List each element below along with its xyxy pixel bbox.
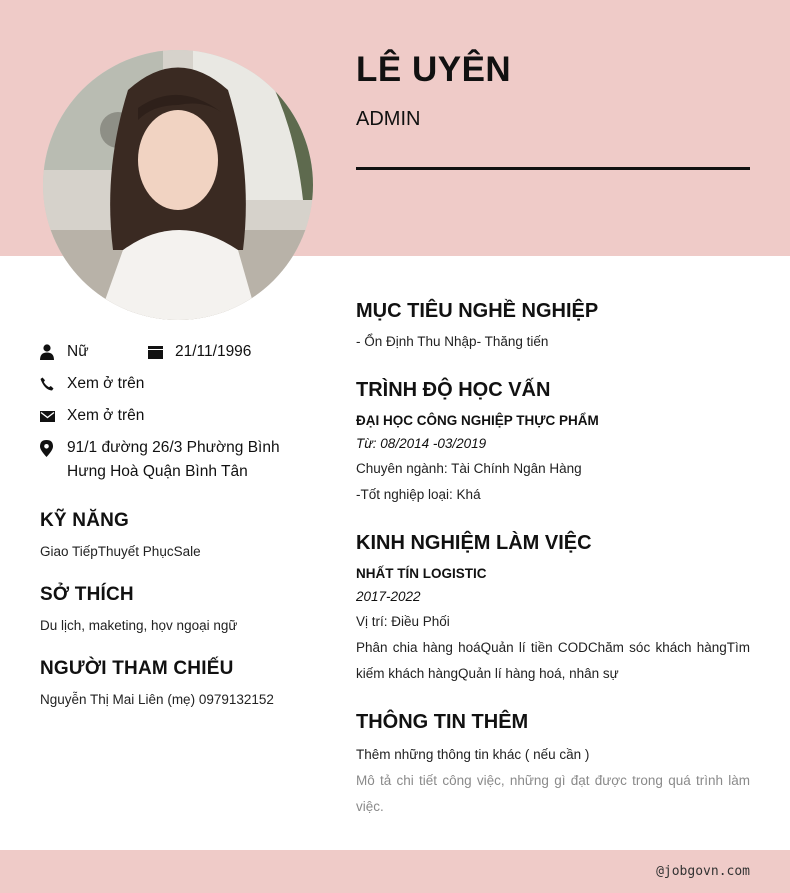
education-school: ĐẠI HỌC CÔNG NGHIỆP THỰC PHẨM <box>356 413 599 428</box>
gender-birthdate-row <box>40 340 310 364</box>
profile-photo-illustration <box>43 50 313 320</box>
person-icon <box>40 340 67 364</box>
hobbies-text: Du lịch, maketing, họv ngoại ngữ <box>40 618 238 633</box>
experience-company: NHẤT TÍN LOGISTIC <box>356 566 487 581</box>
birthdate-value: 21/11/1996 <box>175 343 252 360</box>
extra-title: THÔNG TIN THÊM <box>356 711 529 733</box>
gender-value: Nữ <box>67 343 89 360</box>
hobbies-title: SỞ THÍCH <box>40 584 134 605</box>
gender-field <box>40 340 148 364</box>
experience-duties: Phân chia hàng hoáQuản lí tiền CODChăm sóc khách hàngTìm kiếm khách hàngQuản lí hàng hoá, nhân sự <box>356 640 750 681</box>
references-section <box>40 658 310 710</box>
extra-section <box>356 711 750 820</box>
skills-title: KỸ NĂNG <box>40 510 130 531</box>
address-value: 91/1 đường 26/3 Phường Bình Hưng Hoà Quận Bình Tân <box>67 439 280 480</box>
experience-period: 2017-2022 <box>356 589 421 604</box>
objective-section <box>356 300 750 355</box>
objective-title: MỤC TIÊU NGHỀ NGHIỆP <box>356 300 599 322</box>
phone-icon <box>40 372 67 396</box>
address-row <box>40 436 310 484</box>
extra-text: Thêm những thông tin khác ( nếu cần ) <box>356 747 590 762</box>
left-column <box>40 340 310 710</box>
phone-value: Xem ở trên <box>67 375 145 392</box>
experience-title: KINH NGHIỆM LÀM VIỆC <box>356 532 592 554</box>
footer-credit: @jobgovn.com <box>656 864 750 879</box>
phone-row <box>40 372 310 396</box>
education-period: Từ: 08/2014 -03/2019 <box>356 436 487 451</box>
email-row <box>40 404 310 428</box>
hobbies-section <box>40 584 310 636</box>
education-major: Chuyên ngành: Tài Chính Ngân Hàng <box>356 461 582 476</box>
objective-text: - Ổn Định Thu Nhập- Thăng tiến <box>356 334 549 349</box>
education-section <box>356 379 750 508</box>
birthdate-field <box>148 340 251 364</box>
experience-position: Vị trí: Điều Phối <box>356 614 450 629</box>
candidate-role: ADMIN <box>356 108 421 130</box>
experience-section <box>356 532 750 687</box>
education-grade: -Tốt nghiệp loại: Khá <box>356 487 481 502</box>
references-title: NGƯỜI THAM CHIẾU <box>40 658 234 679</box>
profile-photo <box>43 50 313 320</box>
skills-text: Giao TiếpThuyết PhụcSale <box>40 544 201 559</box>
candidate-name: LÊ UYÊN <box>356 50 512 89</box>
calendar-icon <box>148 340 175 364</box>
email-value: Xem ở trên <box>67 407 145 424</box>
header-divider <box>356 167 750 170</box>
mail-icon <box>40 404 67 428</box>
extra-hint: Mô tả chi tiết công việc, những gì đạt được trong quá trình làm việc. <box>356 773 750 814</box>
education-title: TRÌNH ĐỘ HỌC VẤN <box>356 379 551 401</box>
location-pin-icon <box>40 436 67 460</box>
skills-section <box>40 510 310 562</box>
right-column <box>356 300 750 844</box>
references-text: Nguyễn Thị Mai Liên (mẹ) 0979132152 <box>40 692 274 707</box>
